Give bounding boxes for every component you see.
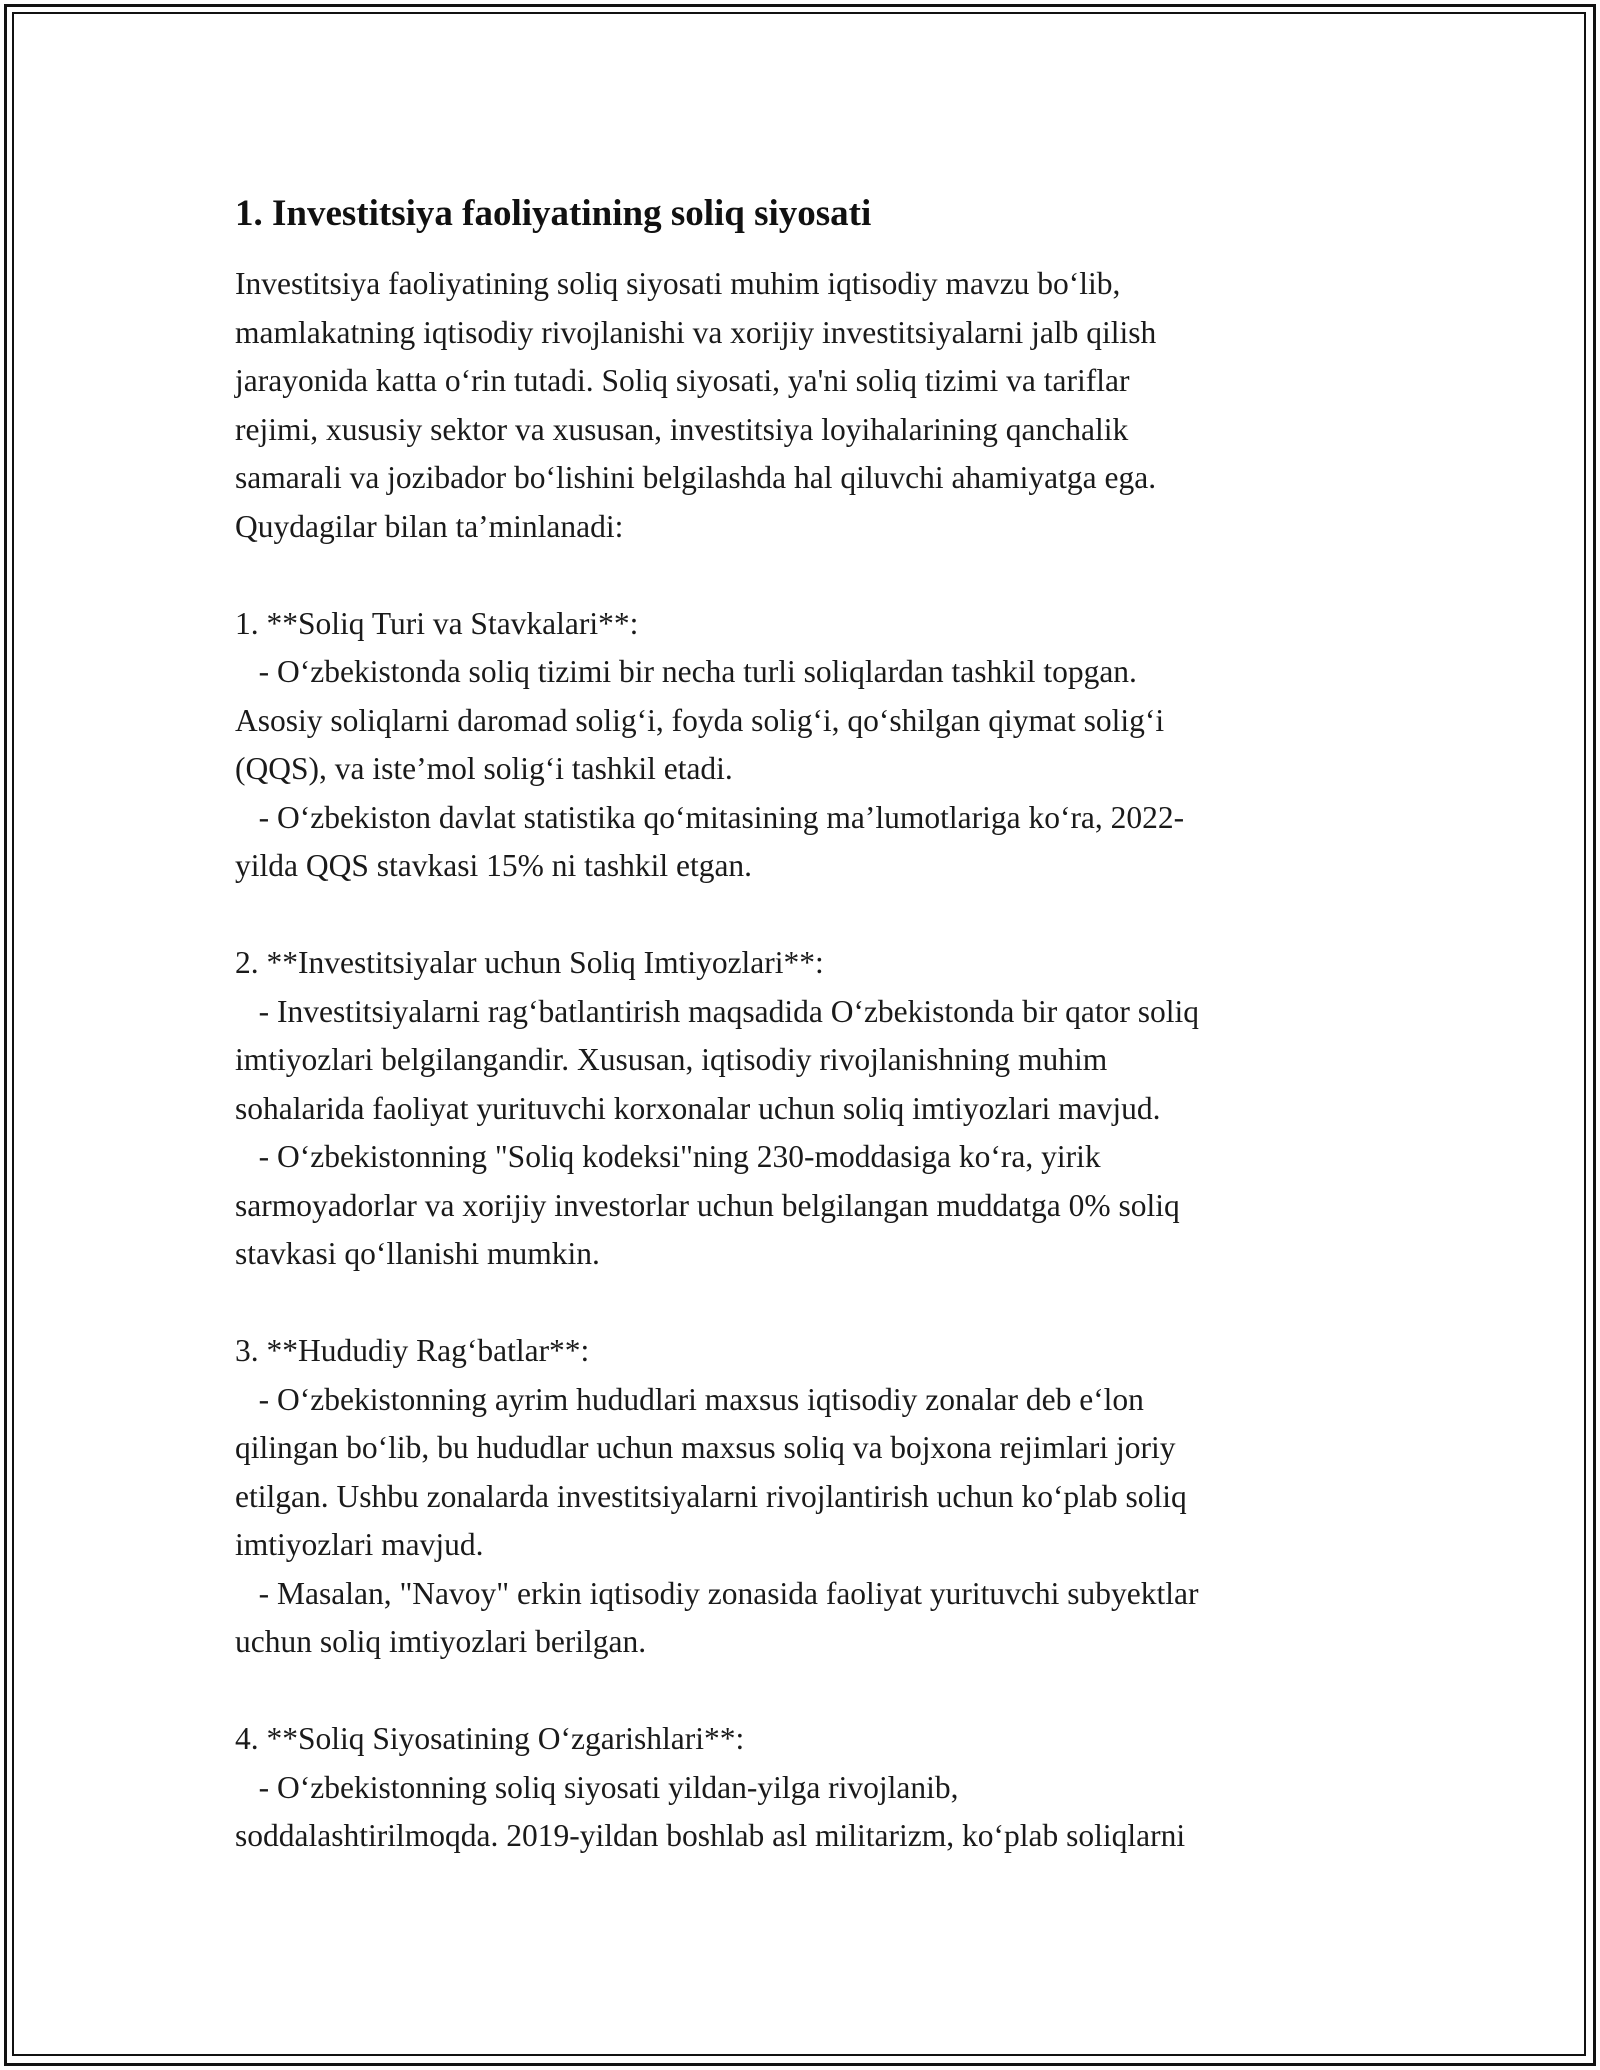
text-line: - Investitsiyalarni rag‘batlantirish maqsadida O‘zbekistonda bir qator soliq (235, 993, 1199, 1029)
text-line: Investitsiya faoliyatining soliq siyosati muhim iqtisodiy mavzu bo‘lib, (235, 266, 1121, 301)
text-line: yilda QQS stavkasi 15% ni tashkil etgan. (235, 848, 753, 883)
text-line: 1. **Soliq Turi va Stavkalari**: (235, 605, 639, 641)
text-line: qilingan bo‘lib, bu hududlar uchun maxsus soliq va bojxona rejimlari joriy (235, 1430, 1176, 1465)
text-line (235, 1667, 1385, 1716)
text-line: (QQS), va iste’mol solig‘i tashkil etadi. (235, 751, 733, 786)
text-line: - O‘zbekistonning ayrim hududlari maxsus iqtisodiy zonalar deb e‘lon (235, 1381, 1144, 1417)
text-line: samarali va jozibador bo‘lishini belgilashda hal qiluvchi ahamiyatga ega. (235, 460, 1157, 495)
text-line: rejimi, xususiy sektor va xususan, investitsiya loyihalarining qanchalik (235, 411, 1129, 447)
text-line (235, 1279, 1385, 1328)
text-line: soddalashtirilmoqda. 2019-yildan boshlab asl militarizm, ko‘plab soliqlarni (235, 1818, 1186, 1853)
text-line: stavkasi qo‘llanishi mumkin. (235, 1236, 600, 1271)
text-line: - O‘zbekistonning soliq siyosati yildan-yilga rivojlanib, (235, 1769, 959, 1805)
text-line: imtiyozlari belgilangandir. Xususan, iqtisodiy rivojlanishning muhim (235, 1042, 1108, 1077)
text-line: 3. **Hududiy Rag‘batlar**: (235, 1333, 590, 1368)
text-line: jarayonida katta o‘rin tutadi. Soliq siyosati, ya'ni soliq tizimi va tariflar (235, 363, 1130, 398)
text-line: etilgan. Ushbu zonalarda investitsiyalarni rivojlantirish uchun ko‘plab soliq (235, 1478, 1187, 1514)
text-line: uchun soliq imtiyozlari berilgan. (235, 1624, 647, 1659)
text-line: Quydagilar bilan ta’minlanadi: (235, 508, 624, 544)
text-line: 4. **Soliq Siyosatining O‘zgarishlari**: (235, 1721, 745, 1756)
text-line: mamlakatning iqtisodiy rivojlanishi va xorijiy investitsiyalarni jalb qilish (235, 314, 1157, 350)
text-line (235, 551, 1385, 600)
text-line: Asosiy soliqlarni daromad solig‘i, foyda solig‘i, qo‘shilgan qiymat solig‘i (235, 702, 1165, 738)
text-lines (235, 260, 1385, 1861)
text-line: - O‘zbekiston davlat statistika qo‘mitasining ma’lumotlariga ko‘ra, 2022- (235, 799, 1185, 835)
text-line: - Masalan, "Navoy" erkin iqtisodiy zonasida faoliyat yurituvchi subyektlar (235, 1575, 1199, 1611)
text-line (235, 891, 1385, 940)
text-line: - O‘zbekistonda soliq tizimi bir necha turli soliqlardan tashkil topgan. (235, 654, 1137, 689)
text-line: sarmoyadorlar va xorijiy investorlar uchun belgilangan muddatga 0% soliq (235, 1187, 1180, 1223)
text-line: - O‘zbekistonning "Soliq kodeksi"ning 230-moddasiga ko‘ra, yirik (235, 1139, 1101, 1174)
text-line: imtiyozlari mavjud. (235, 1527, 484, 1562)
section-heading: 1. Investitsiya faoliyatining soliq siyosati (235, 193, 872, 234)
text-line: 2. **Investitsiyalar uchun Soliq Imtiyozlari**: (235, 945, 824, 980)
text-line: sohalarida faoliyat yurituvchi korxonalar uchun soliq imtiyozlari mavjud. (235, 1090, 1161, 1126)
document-body (235, 190, 1385, 1861)
